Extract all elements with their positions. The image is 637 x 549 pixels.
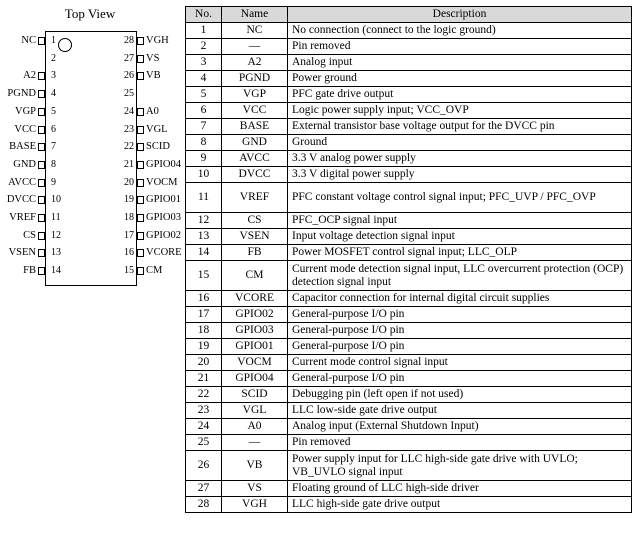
cell-no: 10 [186,167,222,183]
table-row [186,307,632,323]
pin-22 [124,140,183,154]
pin-name: VCORE [146,247,182,259]
cell-no: 11 [186,183,222,213]
cell-description: Power ground [288,71,632,87]
cell-description: Current mode control signal input [288,355,632,371]
cell-description: Analog input (External Shutdown Input) [288,419,632,435]
pin-number: 5 [51,105,56,117]
pin-name: VREF [9,212,36,223]
cell-name: A0 [222,419,288,435]
cell-name: CS [222,213,288,229]
pin-1 [0,34,56,48]
pin-number: 20 [124,176,134,188]
pin-lead [137,214,144,222]
cell-description: LLC high-side gate drive output [288,497,632,513]
cell-description: Floating ground of LLC high-side driver [288,481,632,497]
cell-no: 28 [186,497,222,513]
cell-description: Current mode detection signal input, LLC overcurrent protection (OCP) detection signal input [288,261,632,291]
cell-no: 5 [186,87,222,103]
pin-lead [137,179,144,187]
pin-name: VS [146,52,160,64]
cell-name: — [222,39,288,55]
cell-description: PFC constant voltage control signal input; PFC_UVP / PFC_OVP [288,183,632,213]
cell-description: General-purpose I/O pin [288,323,632,339]
cell-name: VSEN [222,229,288,245]
pin-lead [38,214,45,222]
cell-name: VREF [222,183,288,213]
table-row [186,451,632,481]
table-row [186,291,632,307]
cell-no: 13 [186,229,222,245]
pin-number: 12 [51,229,61,241]
cell-no: 12 [186,213,222,229]
pin-lead [137,126,144,134]
pin-27 [124,52,183,66]
pin-number: 26 [124,70,134,82]
pin-13 [0,246,61,260]
pin-name: GND [13,158,36,170]
pin-number: 19 [124,194,134,206]
pin-number: 28 [124,35,134,46]
pin-number: 14 [51,265,61,277]
cell-no: 8 [186,135,222,151]
pin-lead [38,196,45,204]
cell-name: VS [222,481,288,497]
cell-description: General-purpose I/O pin [288,307,632,323]
cell-description: Ground [288,135,632,151]
table-row [186,419,632,435]
pin-description-table [185,6,632,513]
table-row [186,371,632,387]
cell-no: 9 [186,151,222,167]
pin-20 [124,176,183,190]
pin-number: 18 [124,212,134,223]
cell-no: 16 [186,291,222,307]
pin-diagram [0,0,182,549]
cell-name: NC [222,23,288,39]
header-no: No. [186,7,222,23]
pin1-marker-icon [58,38,72,52]
cell-no: 17 [186,307,222,323]
pin-name: VOCM [146,176,178,188]
cell-description: 3.3 V analog power supply [288,151,632,167]
cell-name: VOCM [222,355,288,371]
cell-description: Logic power supply input; VCC_OVP [288,103,632,119]
pin-lead [38,72,45,80]
pin-name: GPIO01 [146,194,182,206]
pin-name: A2 [23,70,36,82]
pin-number: 23 [124,123,134,135]
pin-number: 9 [51,176,56,188]
table-row [186,339,632,355]
cell-name: BASE [222,119,288,135]
pin-lead [38,267,45,275]
pin-lead [38,161,45,169]
table-row [186,135,632,151]
pin-lead [137,249,144,257]
pin-name: BASE [9,141,36,153]
table-row [186,323,632,339]
cell-description: General-purpose I/O pin [288,339,632,355]
pin-23 [124,123,183,137]
pin-name: CM [146,265,163,277]
table-row [186,167,632,183]
pin-name: VSEN [8,247,36,259]
pin-10 [0,193,61,207]
cell-no: 23 [186,403,222,419]
pin-lead [137,161,144,169]
cell-name: VGL [222,403,288,419]
cell-description: Input voltage detection signal input [288,229,632,245]
cell-description: 3.3 V digital power supply [288,167,632,183]
pin-number: 3 [51,70,56,82]
pin-number: 15 [124,265,134,277]
table-row [186,403,632,419]
header-description: Description [288,7,632,23]
pin-26 [124,69,183,83]
pin-number: 24 [124,105,134,117]
table-row [186,23,632,39]
cell-description: Capacitor connection for internal digital circuit supplies [288,291,632,307]
pin-name: VCC [14,123,36,135]
pin-lead [137,196,144,204]
pin-number: 17 [124,229,134,241]
pin-lead [38,143,45,151]
cell-description: External transistor base voltage output for the DVCC pin [288,119,632,135]
table-row [186,481,632,497]
pin-lead [38,108,45,116]
cell-name: — [222,435,288,451]
pin-3 [0,69,56,83]
cell-description: Pin removed [288,435,632,451]
pin-7 [0,140,56,154]
table-row [186,229,632,245]
pin-21 [124,158,183,172]
pin-name: AVCC [8,176,36,188]
pin-name: GPIO02 [146,229,182,241]
pin-number: 21 [124,158,134,170]
table-row [186,435,632,451]
cell-description: General-purpose I/O pin [288,371,632,387]
cell-no: 27 [186,481,222,497]
cell-no: 25 [186,435,222,451]
pin-9 [0,176,56,190]
cell-name: GPIO04 [222,371,288,387]
cell-description: No connection (connect to the logic ground) [288,23,632,39]
pin-number: 27 [124,52,134,64]
pin-number: 2 [51,52,56,64]
cell-name: PGND [222,71,288,87]
pin-name: FB [23,265,36,277]
pin-6 [0,123,56,137]
cell-no: 6 [186,103,222,119]
pin-12 [0,229,61,243]
pin-lead [38,37,45,45]
cell-description: PFC gate drive output [288,87,632,103]
cell-no: 4 [186,71,222,87]
pin-lead [38,232,45,240]
pin-lead [38,126,45,134]
cell-name: GPIO02 [222,307,288,323]
pin-number: 25 [124,88,134,100]
cell-name: VCORE [222,291,288,307]
table-row [186,39,632,55]
pin-number: 4 [51,88,56,100]
cell-no: 20 [186,355,222,371]
table-row [186,119,632,135]
pin-name: NC [21,35,36,46]
pin-lead [137,143,144,151]
table-row [186,387,632,403]
pin-14 [0,264,61,278]
pin-name: GPIO04 [146,158,182,170]
pin-17 [124,229,183,243]
cell-name: GPIO03 [222,323,288,339]
pin-11 [0,211,61,225]
cell-name: VB [222,451,288,481]
cell-description: LLC low-side gate drive output [288,403,632,419]
pin-number: 10 [51,194,61,206]
cell-no: 1 [186,23,222,39]
cell-name: SCID [222,387,288,403]
cell-no: 15 [186,261,222,291]
cell-name: GND [222,135,288,151]
pin-name: VB [146,70,161,82]
pin-name: CS [23,229,36,241]
pin-lead [137,55,144,63]
pin-25 [124,87,183,101]
pin-name: GPIO03 [146,212,182,223]
cell-description: PFC_OCP signal input [288,213,632,229]
pin-lead [137,72,144,80]
pin-name: A0 [146,105,159,117]
cell-description: Power supply input for LLC high-side gate drive with UVLO; VB_UVLO signal input [288,451,632,481]
pin-19 [124,193,183,207]
pin-lead [38,90,45,98]
diagram-title: Top View [64,6,116,21]
cell-no: 24 [186,419,222,435]
pin-number: 1 [51,35,56,46]
cell-no: 7 [186,119,222,135]
cell-name: GPIO01 [222,339,288,355]
cell-no: 3 [186,55,222,71]
cell-no: 21 [186,371,222,387]
table-row [186,213,632,229]
pin-15 [124,264,183,278]
cell-no: 14 [186,245,222,261]
table-row [186,103,632,119]
pin-name: DVCC [6,194,36,206]
table-header-row [186,7,632,23]
pin-name: PGND [7,88,36,100]
pin-lead [137,232,144,240]
cell-name: DVCC [222,167,288,183]
pin-18 [124,211,183,225]
pin-lead [137,108,144,116]
pin-name: SCID [146,141,170,153]
table-row [186,497,632,513]
cell-name: A2 [222,55,288,71]
pin-name: VGP [14,105,36,117]
cell-description: Debugging pin (left open if not used) [288,387,632,403]
table-row [186,71,632,87]
pin-16 [124,246,183,260]
cell-name: VGP [222,87,288,103]
pin-number: 16 [124,247,134,259]
cell-no: 19 [186,339,222,355]
cell-description: Pin removed [288,39,632,55]
cell-description: Power MOSFET control signal input; LLC_OLP [288,245,632,261]
pin-number: 8 [51,158,56,170]
pin-number: 6 [51,123,56,135]
cell-no: 22 [186,387,222,403]
pin-4 [0,87,56,101]
table-row [186,245,632,261]
pin-5 [0,105,56,119]
cell-no: 2 [186,39,222,55]
cell-description: Analog input [288,55,632,71]
cell-name: FB [222,245,288,261]
pin-lead [137,267,144,275]
header-name: Name [222,7,288,23]
pin-number: 22 [124,141,134,153]
pin-28 [124,34,183,48]
pin-lead [38,249,45,257]
table-row [186,55,632,71]
table-row [186,355,632,371]
cell-name: VCC [222,103,288,119]
cell-name: VGH [222,497,288,513]
cell-no: 26 [186,451,222,481]
pin-name: VGH [146,35,169,46]
cell-name: CM [222,261,288,291]
pin-2 [0,52,56,66]
table-row [186,183,632,213]
pin-8 [0,158,56,172]
pin-lead [137,37,144,45]
table-body [186,23,632,513]
pin-number: 13 [51,247,61,259]
cell-no: 18 [186,323,222,339]
pin-24 [124,105,183,119]
table-row [186,87,632,103]
pin-number: 11 [51,212,61,223]
table-row [186,261,632,291]
table-row [186,151,632,167]
cell-name: AVCC [222,151,288,167]
pin-name: VGL [146,123,168,135]
pin-number: 7 [51,141,56,153]
pin-lead [38,179,45,187]
